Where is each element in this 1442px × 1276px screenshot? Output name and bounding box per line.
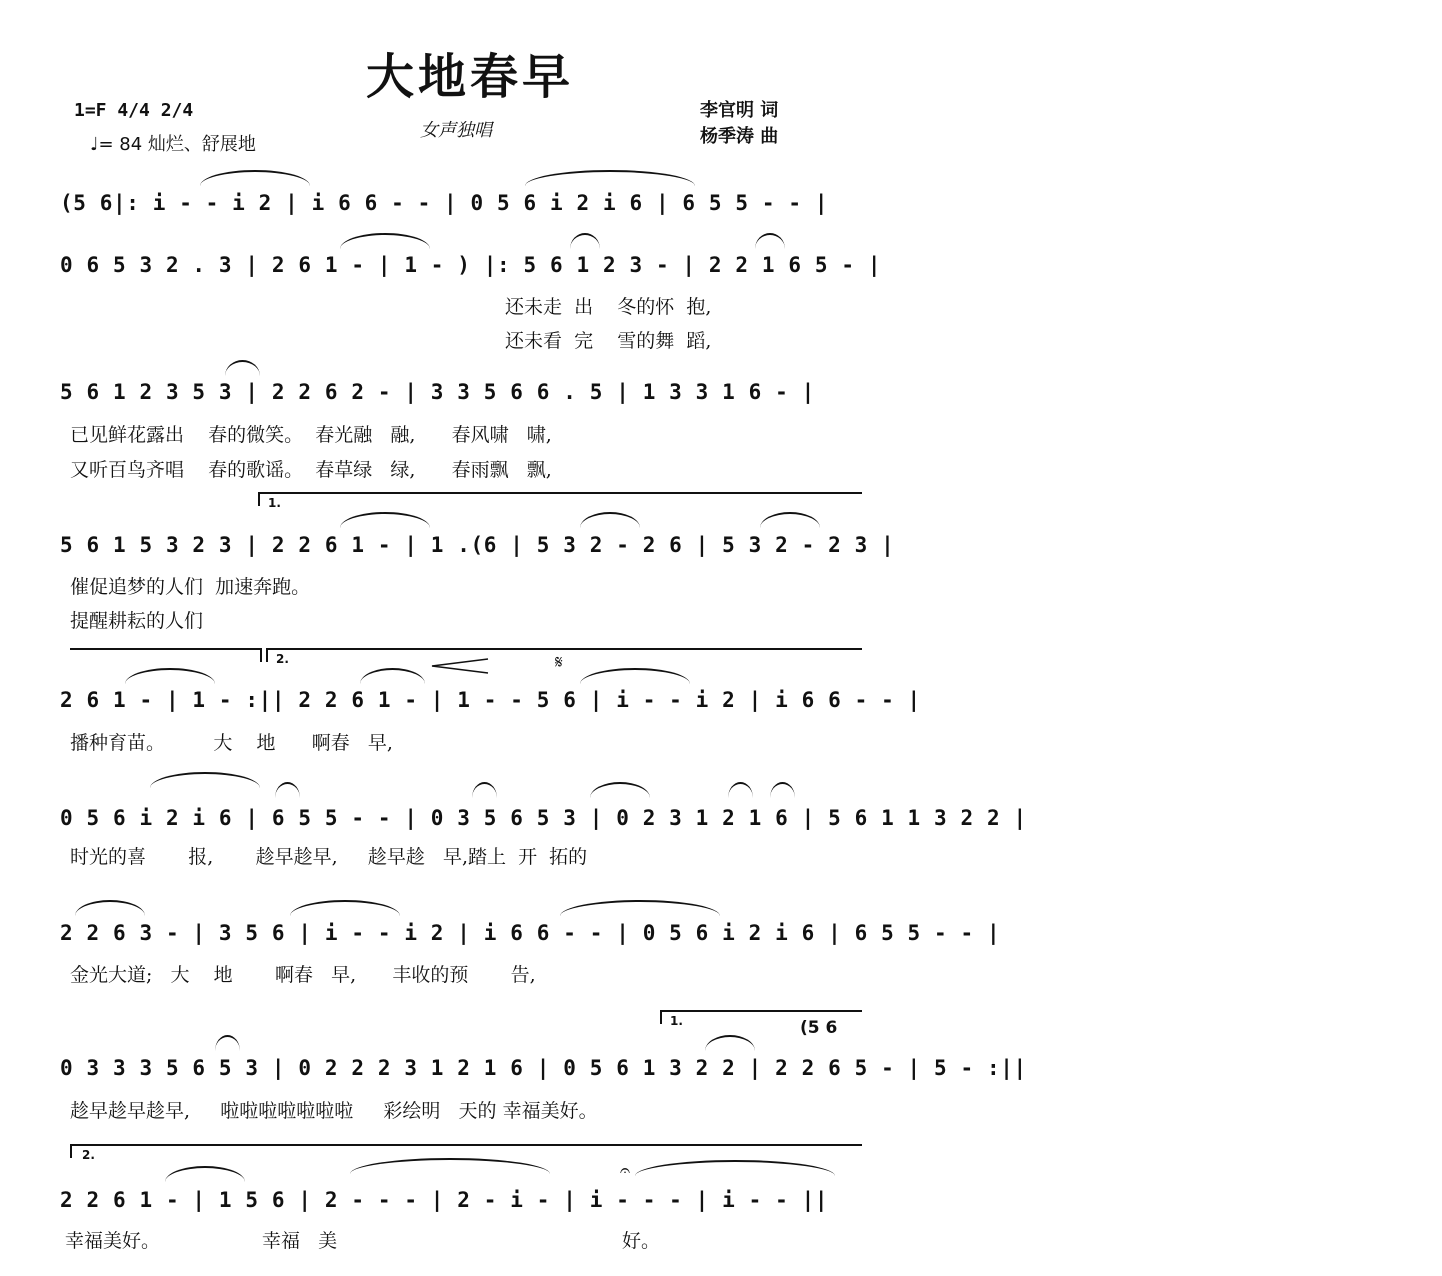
slur [275, 782, 300, 798]
score-line-1 [60, 183, 870, 223]
slur [560, 900, 720, 916]
score-line-6 [60, 798, 1027, 838]
slur [215, 1035, 240, 1051]
lyrics-line-7: 金光大道; 大 地 啊春 早, 丰收的预 告, [70, 964, 536, 986]
lyrics-verse-2: 还未看 完 雪的舞 蹈, [505, 330, 712, 352]
lyrics-verse-1: 已见鲜花露出 春的微笑。 春光融 融, 春风啸 啸, [70, 424, 552, 446]
slur [350, 1158, 550, 1174]
score-line-4 [60, 525, 895, 565]
slur [570, 233, 600, 249]
second-ending-label: 2. [276, 652, 289, 666]
second-ending-bracket [266, 648, 862, 662]
slur [580, 668, 690, 684]
score-line-3 [60, 372, 870, 412]
score-line-5 [60, 680, 921, 720]
score-line-8 [60, 1048, 1027, 1088]
slur [755, 233, 785, 249]
notation-text: (5 6|: i - - i 2 | i 6 6 - - | 0 5 6 i 2 i 6 | 6 5 5 - - | [60, 191, 829, 215]
notation-text: 2 2 6 1 - | 1 5 6 | 2 - - - | 2 - i - | i - - - | i - - || [60, 1188, 829, 1212]
lyrics-line-9-b: 幸福 美 [262, 1230, 338, 1252]
slur [728, 782, 753, 798]
crescendo-hairpin [430, 658, 490, 674]
slur [635, 1160, 835, 1176]
slur [165, 1166, 245, 1182]
lyrics-line-6: 时光的喜 报, 趁早趁早, 趁早趁 早,踏上 开 拓的 [70, 846, 588, 868]
notation-text: 0 6 5 3 2 . 3 | 2 6 1 - | 1 - ) |: 5 6 1 2 3 - | 2 2 1 6 5 - | [60, 253, 882, 277]
lyrics-verse-2: 又听百鸟齐唱 春的歌谣。 春草绿 绿, 春雨飘 飘, [70, 459, 552, 481]
song-title: 大地春早 [365, 49, 574, 105]
slur [200, 170, 310, 186]
notation-text: 5 6 1 5 3 2 3 | 2 2 6 1 - | 1 .(6 | 5 3 2 - 2 6 | 5 3 2 - 2 3 | [60, 533, 895, 557]
lyricist-credit: 李官明 词 [700, 100, 779, 121]
notation-text: 2 6 1 - | 1 - :|| 2 2 6 1 - | 1 - - 5 6 | i - - i 2 | i 6 6 - - | [60, 688, 921, 712]
performance-note: 女声独唱 [420, 120, 492, 141]
pickup-notes: (5 6 [800, 1018, 838, 1038]
segno-sign: 𝄋 [555, 652, 563, 673]
first-ending-label: 1. [268, 496, 281, 510]
first-ending-continuation [70, 648, 262, 662]
slur [590, 782, 650, 798]
key-signature: 1=F 4/4 2/4 [74, 100, 194, 121]
slur [760, 512, 820, 528]
slur [525, 170, 695, 186]
notation-text: 0 5 6 i 2 i 6 | 6 5 5 - - | 0 3 5 6 5 3 | 0 2 3 1 2 1 6 | 5 6 1 1 3 2 2 | [60, 806, 1027, 830]
slur [290, 900, 400, 916]
lyrics-line-5: 播种育苗。 大 地 啊春 早, [70, 732, 393, 754]
lyrics-verse-1: 催促追梦的人们 加速奔跑。 [70, 576, 311, 598]
lyrics-verse-1: 还未走 出 冬的怀 抱, [505, 296, 712, 318]
slur [75, 900, 145, 916]
fermata-mark: 𝄐 [620, 1160, 631, 1181]
second-ending-label: 2. [82, 1148, 95, 1162]
slur [340, 512, 430, 528]
score-line-2 [60, 245, 882, 285]
lyrics-line-9-a: 幸福美好。 [65, 1230, 161, 1252]
slur [705, 1035, 755, 1051]
slur [225, 360, 260, 376]
slur [472, 782, 497, 798]
score-line-7 [60, 913, 1001, 953]
lyrics-line-8: 趁早趁早趁早, 啦啦啦啦啦啦啦 彩绘明 天的 幸福美好。 [70, 1100, 598, 1122]
lyrics-verse-2: 提醒耕耘的人们 [70, 610, 204, 632]
score-line-9 [60, 1180, 870, 1220]
notation-text: 2 2 6 3 - | 3 5 6 | i - - i 2 | i 6 6 - - | 0 5 6 i 2 i 6 | 6 5 5 - - | [60, 921, 1001, 945]
second-ending-bracket [70, 1144, 862, 1158]
slur [125, 668, 215, 684]
notation-text: 0 3 3 3 5 6 5 3 | 0 2 2 2 3 1 2 1 6 | 0 5 6 1 3 2 2 | 2 2 6 5 - | 5 - :|| [60, 1056, 1027, 1080]
composer-credit: 杨季涛 曲 [700, 126, 779, 147]
tempo-marking: ♩= 84 灿烂、舒展地 [90, 134, 256, 155]
first-ending-bracket [258, 492, 862, 506]
slur [580, 512, 640, 528]
slur [340, 233, 430, 249]
slur [360, 668, 425, 684]
slur [770, 782, 795, 798]
slur [150, 772, 260, 788]
notation-text: 5 6 1 2 3 5 3 | 2 2 6 2 - | 3 3 5 6 6 . 5 | 1 3 3 1 6 - | [60, 380, 815, 404]
lyrics-line-9-c: 好。 [622, 1230, 661, 1252]
first-ending-label: 1. [670, 1014, 683, 1028]
